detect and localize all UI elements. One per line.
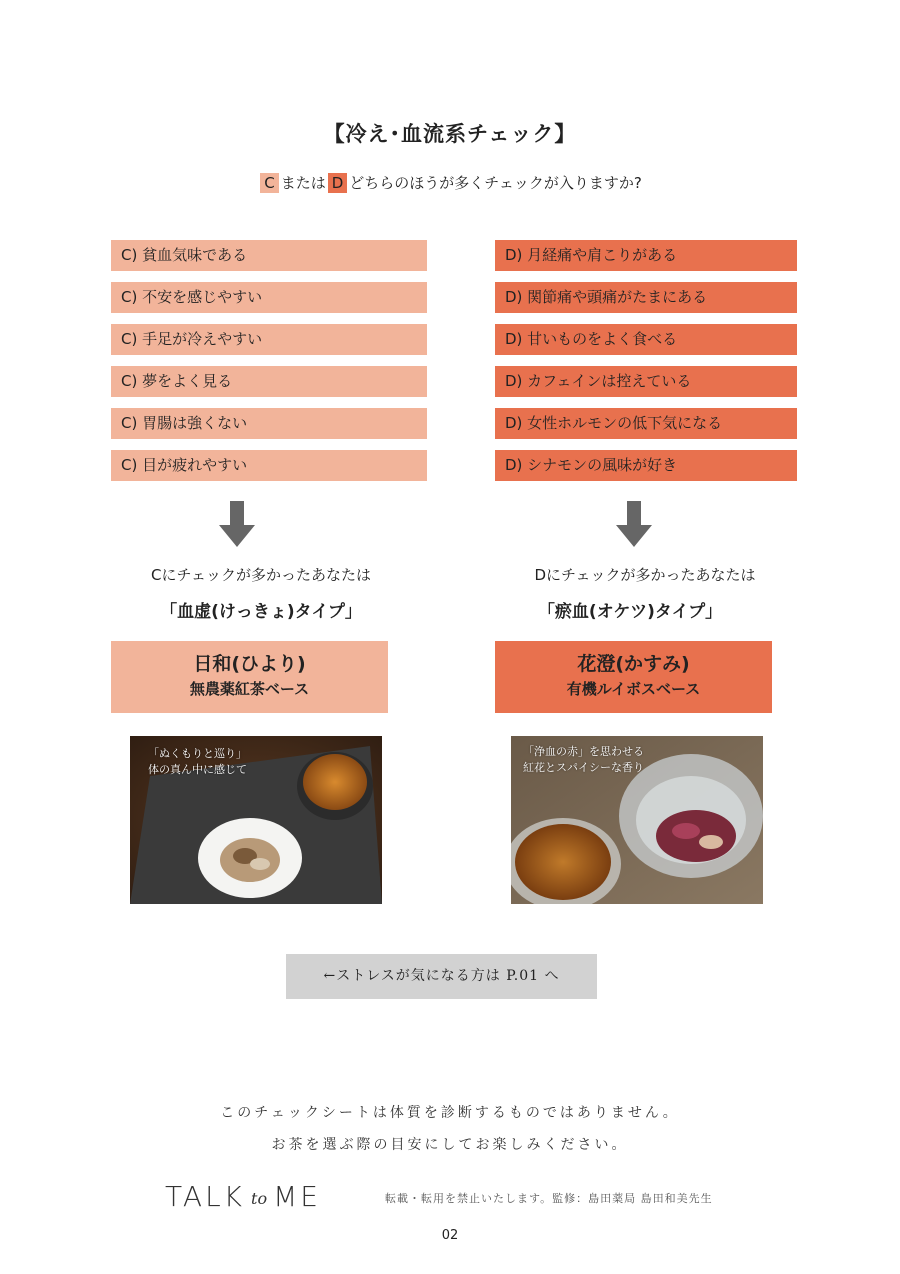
photo-caption-c-1: 「ぬくもりと巡り」: [148, 747, 247, 760]
page-number: 02: [441, 1228, 459, 1243]
tea-name-c: 日和(ひより): [193, 653, 306, 675]
result-type-d: 「瘀血(オケツ)タイプ」: [537, 602, 723, 622]
checklist-item-c[interactable]: C) 夢をよく見る: [111, 366, 427, 397]
photo-caption-d-2: 紅花とスパイシーな香り: [523, 761, 644, 774]
result-type-c: 「血虚(けっきょ)タイプ」: [160, 602, 362, 622]
checklist-c: [111, 240, 427, 492]
tag-c: C: [260, 173, 278, 193]
tea-photo-c: [130, 736, 382, 904]
tea-base-d: 有機ルイボスベース: [566, 680, 701, 698]
checklist-item-c[interactable]: C) 目が疲れやすい: [111, 450, 427, 481]
checklist-item-c[interactable]: C) 不安を感じやすい: [111, 282, 427, 313]
checklist-item-c[interactable]: C) 胃腸は強くない: [111, 408, 427, 439]
disclaimer-line-1: このチェックシートは体質を診断するものではありません。: [220, 1105, 680, 1121]
instruction-or: または: [280, 174, 326, 192]
checklist-item-d[interactable]: D) 女性ホルモンの低下気になる: [495, 408, 797, 439]
brand-logo: [165, 1180, 321, 1213]
credit-text: 転載・転用を禁止いたします。監修：島田薬局 島田和美先生: [385, 1192, 713, 1205]
photo-caption-d-1: 「浄血の赤」を思わせる: [523, 745, 644, 758]
page-title: 【冷え･血流系チェック】: [323, 122, 577, 146]
checklist-item-d[interactable]: D) 月経痛や肩こりがある: [495, 240, 797, 271]
down-arrow-icon: [219, 501, 255, 547]
tea-card-d[interactable]: [495, 641, 772, 713]
tea-base-c: 無農薬紅茶ベース: [189, 680, 310, 698]
logo-right: ME: [273, 1180, 321, 1213]
tea-card-c[interactable]: [111, 641, 388, 713]
down-arrow-icon: [616, 501, 652, 547]
checklist-item-d[interactable]: D) シナモンの風味が好き: [495, 450, 797, 481]
instruction-question: どちらのほうが多くチェックが入りますか?: [349, 174, 642, 192]
tea-photo-d: [511, 736, 763, 904]
result-intro-d: Dにチェックが多かったあなたは: [534, 566, 756, 584]
logo-to: to: [251, 1188, 268, 1208]
checklist-item-c[interactable]: C) 手足が冷えやすい: [111, 324, 427, 355]
instruction-text: [0, 172, 900, 193]
photo-caption-c-2: 体の真ん中に感じて: [148, 763, 247, 776]
prev-page-button[interactable]: ←ストレスが気になる方は P.01 へ: [286, 954, 597, 999]
disclaimer-line-2: お茶を選ぶ際の目安にしてお楽しみください。: [271, 1137, 629, 1153]
checklist-d: [495, 240, 797, 492]
tea-name-d: 花澄(かすみ): [577, 653, 690, 675]
tag-d: D: [328, 173, 348, 193]
checklist-item-d[interactable]: D) 甘いものをよく食べる: [495, 324, 797, 355]
checklist-item-d[interactable]: D) 関節痛や頭痛がたまにある: [495, 282, 797, 313]
checklist-item-c[interactable]: C) 貧血気味である: [111, 240, 427, 271]
result-intro-c: Cにチェックが多かったあなたは: [150, 566, 372, 584]
logo-left: TALK: [165, 1180, 246, 1213]
checklist-item-d[interactable]: D) カフェインは控えている: [495, 366, 797, 397]
